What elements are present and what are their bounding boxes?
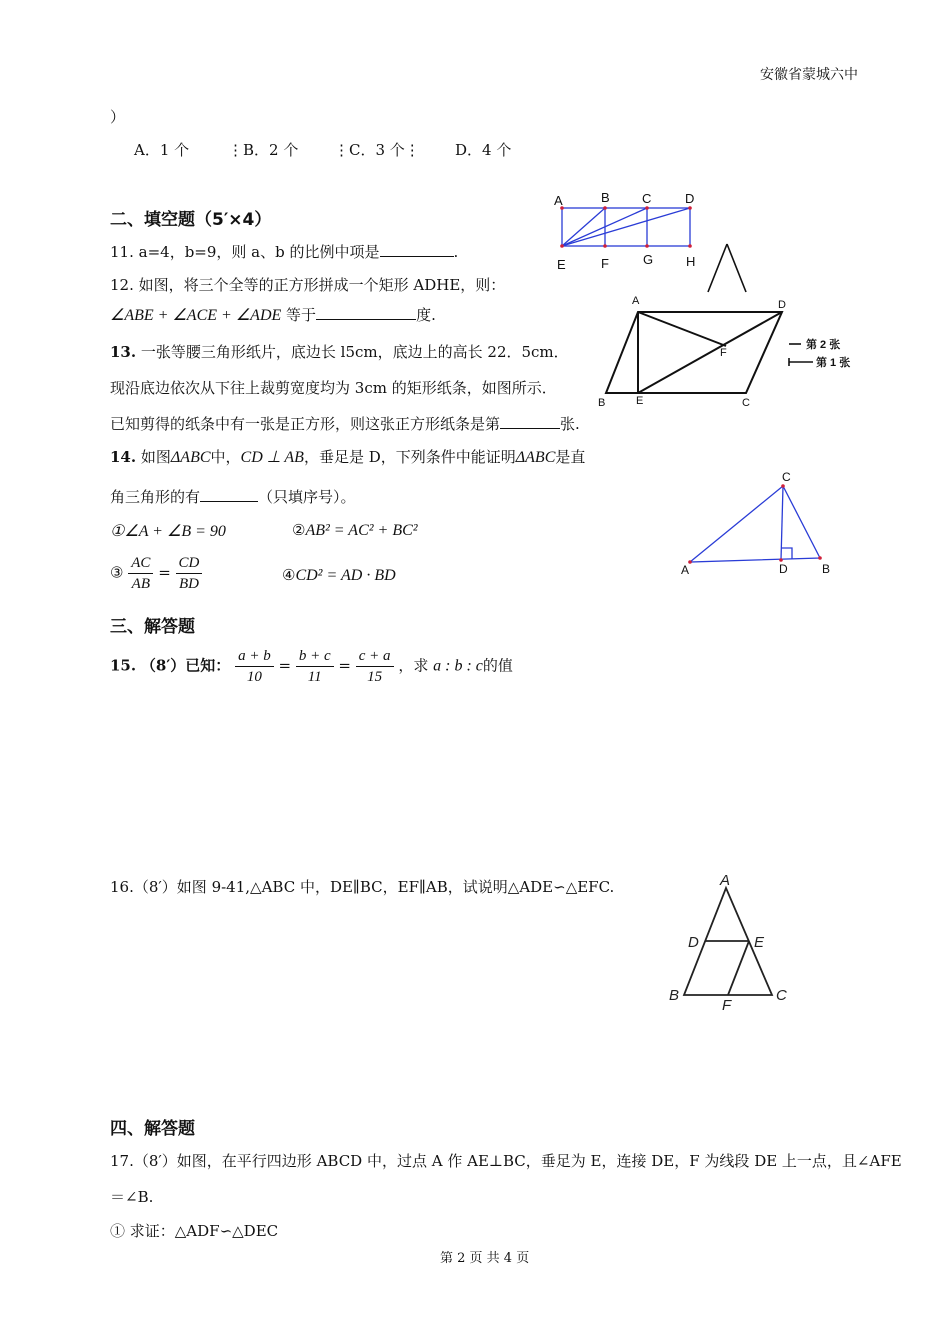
- fig14-label-d: D: [779, 562, 788, 576]
- fig14-label-c: C: [782, 470, 791, 484]
- section3-title: 三、解答题: [110, 617, 195, 637]
- q15-ask: ，求: [398, 656, 429, 675]
- q12-line1: [110, 274, 505, 295]
- fig12-label-h: H: [686, 254, 696, 269]
- fig12-label-g: G: [643, 252, 654, 267]
- school-header: 安徽省蒙城六中: [760, 67, 858, 83]
- q12-line2: [110, 304, 436, 325]
- fig16-triangle-diagram: [664, 870, 804, 1016]
- section2-title: 二、填空题（5′×4）: [110, 210, 272, 230]
- section4-title: 四、解答题: [110, 1119, 195, 1139]
- q13-number: 13.: [110, 343, 137, 361]
- q17-line1: 17.（8′）如图，在平行四边形 ABCD 中，过点 A 作 AE⊥BC，垂足为 E，连接 DE，F 为线段 DE 上一点，且∠AFE: [110, 1152, 902, 1170]
- fig17-label-d: D: [778, 299, 786, 311]
- q16-text: 16.（8′）如图 9-41,△ABC 中，DE∥BC，EF∥AB，试说明△ADE∽△EFC.: [110, 878, 615, 896]
- q15-end: 的值: [482, 656, 513, 675]
- q15-ratio: a : b : c: [433, 657, 483, 675]
- q12-expression: ∠ABE + ∠ACE + ∠ADE: [110, 307, 282, 324]
- q14-cond2-expr: AB² = AC² + BC²: [305, 522, 418, 539]
- q13-blank: [500, 414, 560, 429]
- q14-cond-1: [110, 521, 226, 541]
- q12-number: 12.: [110, 276, 134, 294]
- q14-cond3-frac1: $\frac{AC}{AB}$: [128, 553, 153, 594]
- q17-line3: ① 求证：△ADF∽△DEC: [110, 1222, 279, 1240]
- q15-number: 15.: [110, 656, 137, 675]
- q14-line2-end: （只填序号）。: [258, 488, 356, 506]
- q14-tri: ΔABC: [170, 449, 211, 466]
- q13-text3: 已知剪得的纸条中有一张是正方形，则这张正方形纸条是第: [110, 415, 501, 433]
- q14-blank: [200, 487, 258, 502]
- q14-cond-2: [292, 521, 418, 540]
- q11-text: a=4，b=9，则 a、b 的比例中项是: [138, 243, 380, 261]
- q15-frac1: $\frac{a + b}{10}$: [235, 646, 274, 687]
- q13-line1: [110, 341, 569, 362]
- q14-tri-2: ΔABC: [515, 449, 556, 466]
- q11: [110, 241, 458, 262]
- q12-text: 如图，将三个全等的正方形拼成一个矩形 ADHE，则：: [138, 276, 506, 294]
- fig12-label-a: A: [554, 193, 563, 208]
- q14-line2-text: 角三角形的有: [110, 488, 201, 506]
- fig12-squares-diagram: [550, 188, 710, 272]
- fig16-label-f: F: [722, 997, 732, 1014]
- q13-line2: 现沿底边依次从下往上裁剪宽度均为 3cm 的矩形纸条，如图所示．: [110, 379, 557, 397]
- q15-score: （8′）已知：: [140, 656, 231, 675]
- q14-perp: CD ⊥ AB: [240, 449, 304, 466]
- q14-t2: 中，: [210, 448, 241, 466]
- q14-t1: 如图: [140, 448, 171, 466]
- q14-cond2-mark: ②: [292, 521, 306, 539]
- fig16-label-b: B: [669, 987, 680, 1004]
- fig12-label-d: D: [685, 191, 695, 206]
- fig12-label-c: C: [642, 191, 652, 206]
- q14-number: 14.: [110, 448, 137, 466]
- q14-t3: ，垂足是 D，下列条件中能证明: [303, 448, 516, 466]
- fig14-label-a: A: [681, 563, 690, 577]
- q14-cond4-mark: ④: [282, 566, 296, 584]
- fig16-label-a: A: [720, 872, 731, 889]
- fig17-label-b: B: [598, 397, 606, 409]
- fig17-label-f: F: [720, 347, 727, 359]
- fig17-label-c: C: [742, 397, 750, 409]
- fig14-label-b: B: [822, 562, 831, 576]
- q10-option-d: D．4 个: [455, 141, 512, 159]
- q10-option-b: ⋮B．2 个: [228, 141, 299, 159]
- fig16-label-e: E: [754, 934, 765, 951]
- fig17-label-a: A: [632, 295, 640, 307]
- q14-cond-4: [282, 566, 396, 585]
- fig13-strip2-label: 第 2 张: [806, 339, 841, 351]
- fig12-label-f: F: [601, 256, 609, 271]
- q15: 15. （8′）已知： $\frac{a + b}{10}$ = $\frac{b + c}{11}$ = $\frac{c + a}{15}$ ，求 a : b : c的值: [110, 648, 513, 685]
- q15-frac3: $\frac{c + a}{15}$: [356, 646, 394, 687]
- q11-blank: [380, 242, 454, 257]
- q12-blank: [316, 305, 416, 320]
- q10-option-a: A．1 个: [134, 141, 190, 159]
- q14-t4: 是直: [555, 448, 586, 466]
- q11-end: .: [453, 243, 459, 261]
- fig14-triangle-diagram: [676, 468, 840, 582]
- q13-text1: 一张等腰三角形纸片，底边长 l5cm，底边上的高长 22．5cm．: [140, 343, 569, 361]
- q15-frac2: $\frac{b + c}{11}$: [296, 646, 334, 687]
- q17-line2: ＝∠B.: [110, 1188, 154, 1206]
- q12-equals: 等于: [286, 306, 317, 324]
- fig16-label-d: D: [688, 934, 699, 951]
- q12-end: 度.: [416, 306, 436, 324]
- q14-line1: [110, 446, 585, 467]
- q13-end: 张.: [560, 415, 580, 433]
- page-footer: 第 2 页 共 4 页: [440, 1251, 530, 1266]
- fig16-label-c: C: [776, 987, 787, 1004]
- q11-number: 11.: [110, 243, 134, 261]
- q10-option-c: ⋮C．3 个⋮: [334, 141, 420, 159]
- fig12-label-b: B: [601, 190, 610, 205]
- q13-line3: [110, 413, 580, 434]
- q14-cond-3: ③ $\frac{AC}{AB}$ = $\frac{CD}{BD}$: [110, 553, 202, 594]
- q14-cond1-expr: ①∠A + ∠B = 90: [110, 523, 226, 540]
- q14-cond3-frac2: $\frac{CD}{BD}$: [176, 553, 203, 594]
- q14-cond4-expr: CD² = AD · BD: [295, 567, 396, 584]
- q10-paren: ）: [110, 108, 126, 126]
- q14-line2: [110, 486, 356, 507]
- fig17-parallelogram-diagram: [592, 290, 802, 412]
- fig12-label-e: E: [557, 257, 566, 272]
- fig17-label-e: E: [636, 395, 644, 407]
- q14-cond3-mark: ③: [110, 563, 124, 582]
- fig13-strip1-label: 第 1 张: [816, 357, 851, 369]
